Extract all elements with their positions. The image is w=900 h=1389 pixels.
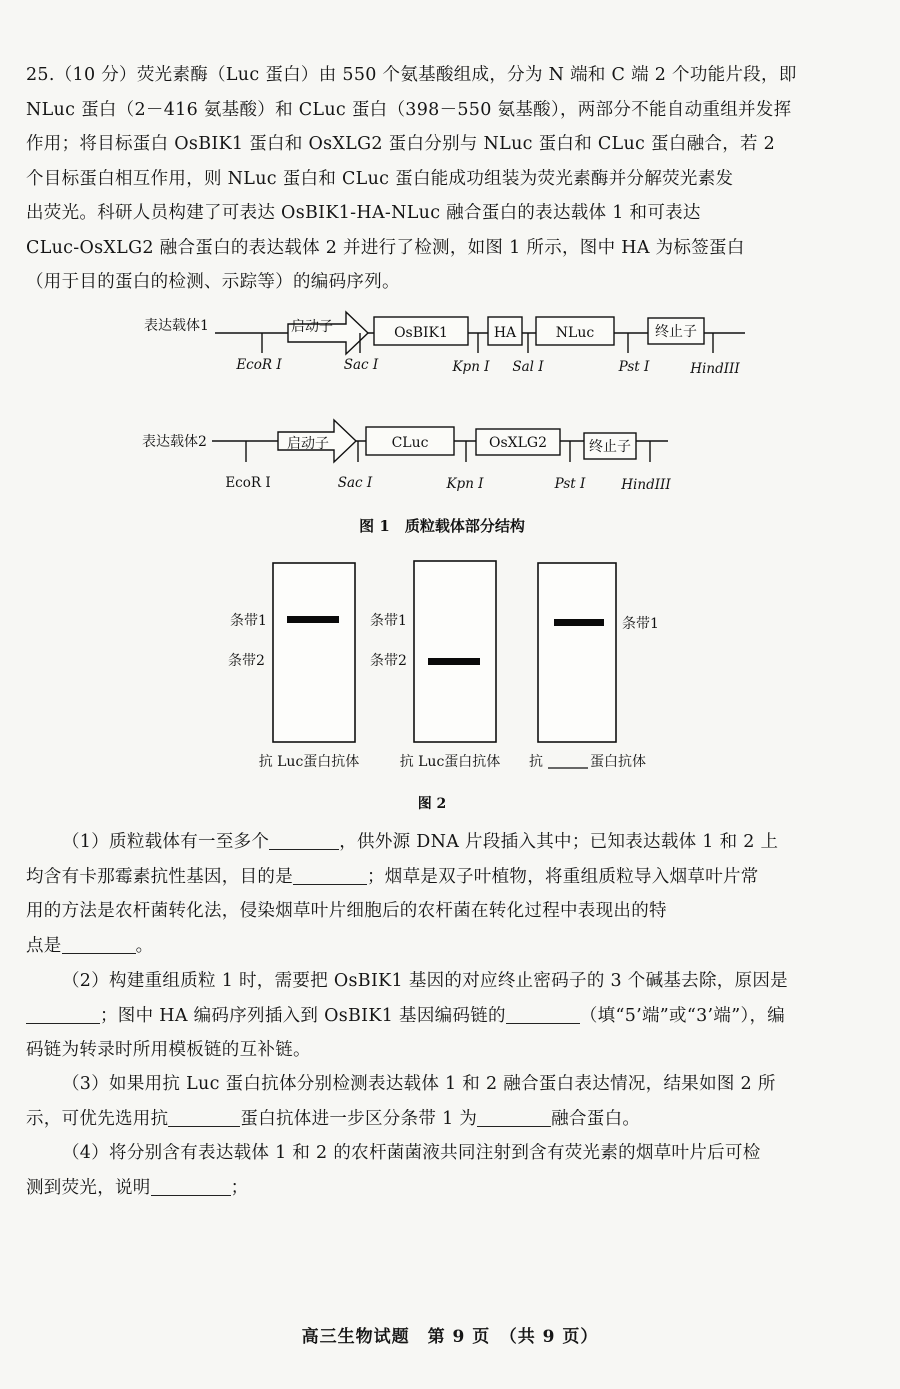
terminator-label-1: 终止子 — [655, 324, 697, 340]
figure-1-caption: 图 1 质粒载体部分结构 — [359, 517, 525, 535]
q1-text-a: （1）质粒载体有一至多个 — [62, 832, 270, 852]
q1-line-1 — [26, 825, 864, 860]
q1-text-f: 点是 — [26, 935, 62, 956]
gene-osxlg2-label: OsXLG2 — [488, 435, 548, 451]
q2-line-3: 码链为转录时所用模板链的互补链。 — [26, 1040, 311, 1060]
site-sali-1: Sal I — [512, 359, 544, 375]
intro-line-6: CLuc-OsXLG2 融合蛋白的表达载体 2 并进行了检测，如图 1 所示，图中 HA 为标签蛋白 — [26, 237, 745, 258]
q3-line-1: （3）如果用抗 Luc 蛋白抗体分别检测表达载体 1 和 2 融合蛋白表达情况，结果如图 2 所 — [62, 1074, 776, 1094]
question-part-1 — [26, 825, 864, 963]
q3-text-d: 融合蛋白。 — [551, 1108, 641, 1129]
figure-2-western-blot — [0, 550, 900, 820]
q1-line-3: 用的方法是农杆菌转化法，侵染烟草叶片细胞后的农杆菌在转化过程中表现出的特 — [26, 901, 667, 921]
lane-3-caption-prefix: 抗 — [529, 754, 543, 770]
intro-line-4: 个目标蛋白相互作用，则 NLuc 蛋白和 CLuc 蛋白能成功组装为荧光素酶并分解荧光素发 — [26, 168, 734, 189]
lane-2-label-band2: 条带2 — [370, 653, 407, 669]
site-kpni-2: Kpn I — [446, 476, 484, 492]
q4-line-2 — [26, 1171, 864, 1206]
site-ecori-1: EcoR I — [236, 357, 282, 373]
site-psti-1: Pst I — [618, 359, 650, 375]
page-footer: 高三生物试题 第 9 页 （共 9 页） — [301, 1327, 599, 1347]
lane-1-caption: 抗 Luc蛋白抗体 — [258, 754, 360, 770]
intro-line-1: 25.（10 分）荧光素酶（Luc 蛋白）由 550 个氨基酸组成，分为 N 端和 C 端 2 个功能片段，即 — [26, 65, 797, 85]
q2-text-c: （填“5’端”或“3’端”），编 — [579, 1005, 786, 1026]
q1-blank-1[interactable] — [269, 832, 339, 851]
q4-blank-1[interactable] — [151, 1177, 231, 1196]
q1-text-c: 均含有卡那霉素抗性基因，目的是 — [26, 866, 293, 887]
q3-text-c: 蛋白抗体进一步区分条带 1 为 — [240, 1108, 478, 1129]
promoter-label-1: 启动子 — [291, 319, 333, 335]
band-1-lane-3 — [554, 619, 604, 626]
vector-2 — [142, 420, 671, 493]
q2-text-b: ；图中 HA 编码序列插入到 OsBIK1 基因编码链的 — [100, 1005, 506, 1026]
vector-2-label: 表达载体2 — [142, 434, 207, 450]
blot-lane-1 — [228, 563, 359, 770]
site-kpni-1: Kpn I — [452, 359, 490, 375]
figure-2-caption: 图 2 — [417, 796, 447, 812]
blot-lane-2 — [370, 561, 500, 770]
lane-1-label-band2: 条带2 — [228, 653, 265, 669]
figure-1-plasmid-diagram — [0, 300, 900, 550]
q4-text-b: 测到荧光，说明 — [26, 1177, 151, 1198]
q2-blank-1[interactable] — [26, 1005, 100, 1024]
intro-line-2: NLuc 蛋白（2－416 氨基酸）和 CLuc 蛋白（398－550 氨基酸），两部分不能自动重组并发挥 — [26, 99, 792, 120]
q4-line-1: （4）将分别含有表达载体 1 和 2 的农杆菌菌液共同注射到含有荧光素的烟草叶片后可检 — [62, 1143, 761, 1163]
site-hindiii-2: HindIII — [621, 477, 671, 493]
intro-line-3: 作用；将目标蛋白 OsBIK1 蛋白和 OsXLG2 蛋白分别与 NLuc 蛋白和 CLuc 蛋白融合，若 2 — [26, 134, 776, 154]
site-ecori-2: EcoR I — [225, 475, 271, 491]
q2-blank-2[interactable] — [506, 1005, 580, 1024]
lane-2-caption: 抗 Luc蛋白抗体 — [399, 754, 501, 770]
site-saci-1: Sac I — [343, 357, 379, 373]
q3-line-2 — [26, 1102, 864, 1137]
lane-1-label-band1: 条带1 — [230, 613, 267, 629]
vector-1 — [144, 312, 745, 377]
vector-1-label: 表达载体1 — [144, 318, 209, 334]
question-part-4 — [26, 1136, 864, 1205]
lane-3-caption-suffix: 蛋白抗体 — [590, 754, 646, 770]
terminator-label-2: 终止子 — [589, 439, 631, 455]
intro-line-7: （用于目的蛋白的检测、示踪等）的编码序列。 — [26, 272, 400, 292]
q2-line-1: （2）构建重组质粒 1 时，需要把 OsBIK1 基因的对应终止密码子的 3 个碱基去除，原因是 — [62, 971, 788, 991]
band-1-lane-1 — [287, 616, 339, 623]
q2-line-2 — [26, 999, 864, 1034]
gene-nluc-label: NLuc — [555, 325, 595, 341]
q1-text-b: ，供外源 DNA 片段插入其中；已知表达载体 1 和 2 上 — [339, 832, 779, 852]
q1-blank-2[interactable] — [293, 866, 367, 885]
band-2-lane-2 — [428, 658, 480, 665]
q1-blank-3[interactable] — [62, 935, 136, 954]
q4-text-c: ； — [230, 1177, 249, 1198]
q1-line-2 — [26, 860, 864, 895]
site-saci-2: Sac I — [337, 475, 373, 491]
q3-blank-2[interactable] — [477, 1108, 551, 1127]
q1-text-g: 。 — [135, 935, 154, 956]
gene-osbik1-label: OsBIK1 — [394, 325, 448, 341]
q3-blank-1[interactable] — [168, 1108, 240, 1127]
site-psti-2: Pst I — [554, 476, 586, 492]
site-hindiii-1: HindIII — [690, 361, 740, 377]
question-intro — [26, 58, 864, 300]
q3-text-b: 示，可优先选用抗 — [26, 1108, 169, 1129]
promoter-label-2: 启动子 — [287, 436, 329, 452]
gene-ha-label: HA — [493, 325, 517, 341]
q1-text-d: ；烟草是双子叶植物，将重组质粒导入烟草叶片常 — [367, 866, 759, 887]
question-part-2 — [26, 964, 864, 1068]
gene-cluc-label: CLuc — [391, 435, 429, 451]
lane-2-label-band1: 条带1 — [370, 613, 407, 629]
blot-lane-3 — [529, 563, 659, 770]
q1-line-4 — [26, 929, 864, 964]
intro-line-5: 出荧光。科研人员构建了可表达 OsBIK1-HA-NLuc 融合蛋白的表达载体 1 和可表达 — [26, 203, 701, 223]
question-part-3 — [26, 1067, 864, 1136]
lane-3-label-band1: 条带1 — [622, 616, 659, 632]
